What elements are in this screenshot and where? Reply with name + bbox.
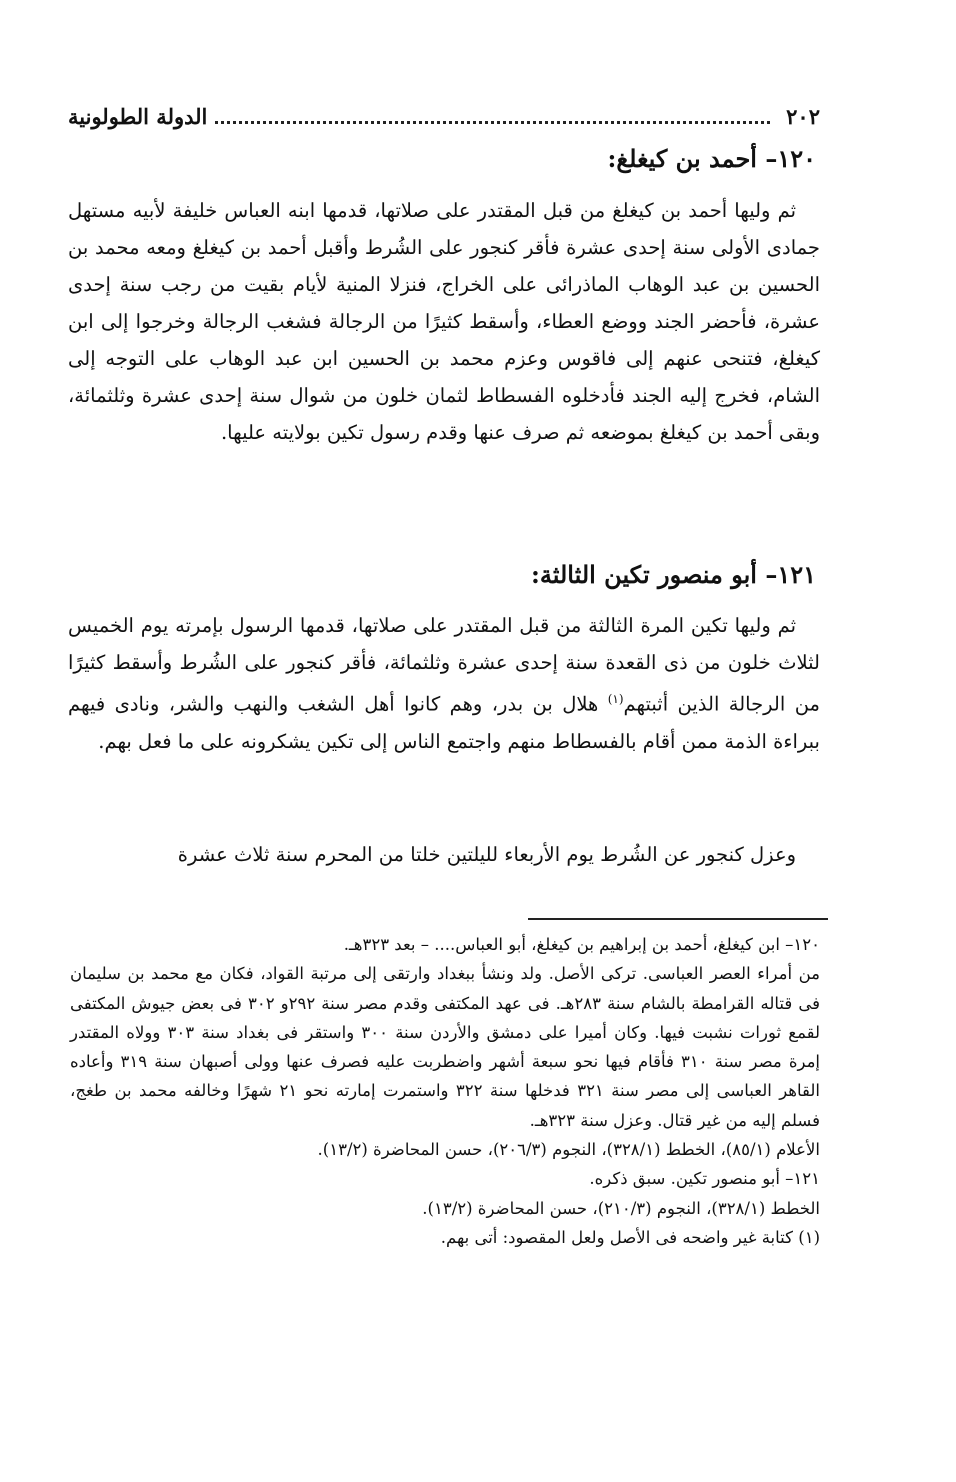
footnotes	[70, 930, 820, 1252]
section-121-paragraph-1	[68, 607, 820, 760]
paragraph-text-end: هلال بن بدر، وهم كانوا أهل الشغب والنهب والشر، ونادى فيهم ببراءة الذمة ممن أقام بالفسطاط منهم واجتمع الناس إلى تكين يشكرونه على ما فعل بهم.	[68, 692, 820, 753]
footnote-121-head: ١٢١– أبو منصور تكين. سبق ذكره.	[589, 1169, 820, 1189]
section-heading-121: ١٢١– أبو منصور تكين الثالثة:	[531, 560, 816, 589]
footnote-marker: (١)	[607, 692, 624, 706]
leader-dots	[215, 120, 770, 124]
running-header	[68, 104, 820, 130]
footnote-120-sources: الأعلام (٨٥/١)، الخطط (٣٢٨/١)، النجوم (٢٠٦/٣)، حسن المحاضرة (١٣/٢).	[317, 1140, 820, 1160]
section-heading-120: ١٢٠– أحمد بن كيغلغ:	[607, 144, 816, 173]
note-1: (١) كتابة غير واضحه فى الأصل ولعل المقصود: أتى بهم.	[440, 1227, 820, 1247]
section-120-paragraph: ثم وليها أحمد بن كيغلغ من قبل المقتدر على صلاتها، قدمها ابنه العباس خليفة لأبيه مستهل جمادى الأولى سنة إحدى عشرة فأقر كنجور على الشُرط وأقبل أحمد بن كيغلغ ومعه محمد بن الحسين بن عبد الوهاب الماذرائى على الخراج، فنزلا المنية لأيام بقيت من رجب سنة إحدى عشرة، فأحضر الجند ووضع العطاء، وأسقط كثيرًا من الرجالة فشغب الرجالة وخرجوا إلى ابن كيغلغ، فتنحى عنهم إلى فاقوس وعزم محمد بن الحسين ابن عبد الوهاب على التوجه إلى الشام، فخرج إليه الجند فأدخلوه الفسطاط لثمان خلون من شوال سنة إحدى عشرة وثلثمائة، وبقى أحمد بن كيغلغ بموضعه ثم صرف عنها وقدم رسول تكين بولايته عليها.	[68, 199, 820, 444]
paragraph-text-start: ثم وليها تكين المرة الثالثة من قبل المقتدر على صلاتها، قدمها الرسول بإمرته يوم الخميس لثلاث خلون من ذى القعدة سنة إحدى عشرة وثلثمائة، فأقر كنجور على الشُرط وأسقط كثيرًا من الرجالة الذين أثبتهم	[68, 614, 820, 716]
footnote-120-head: ١٢٠– ابن كيغلغ، أحمد بن إبراهيم بن كيغلغ، أبو العباس.... – بعد ٣٢٣هـ.	[343, 935, 820, 954]
footnote-121-sources: الخطط (٣٢٨/١)، النجوم (٢١٠/٣)، حسن المحاضرة (١٣/٢).	[422, 1198, 820, 1218]
footnote-divider	[528, 918, 828, 920]
page-number: ٢٠٢	[786, 104, 820, 129]
footnote-120-body: من أمراء العصر العباسى. تركى الأصل. ولد ونشأ ببغداد وارتقى إلى مرتبة القواد، فكان مع محمد بن سليمان فى قتاله القرامطة بالشام سنة ٢٨٣هـ. فى عهد المكتفى وقدم مصر سنة ٢٩٢و ٣٠٢ فى بعض جيوش المكتفى لقمع ثورات نشبت فيها. وكان أميرا على دمشق والأردن سنة ٣٠٠ واستقر فى بغداد سنة ٣٠٣ وولاه المقتدر إمرة مصر سنة ٣١٠ فأقام فيها نحو سبعة أشهر واضطربت عليه فصرف عنها وولى أصبهان سنة ٣١٩ وأعاده القاهر العباسى إلى مصر سنة ٣٢١ فدخلها سنة ٣٢٢ واستمرت إمارته نحو ٢١ شهرًا وخالفه محمد بن طغج، فسلم إليه من غير قتال. وعزل سنة ٣٢٣هـ.	[70, 964, 821, 1130]
running-title: الدولة الطولونية	[68, 104, 208, 129]
section-121-paragraph-2: وعزل كنجور عن الشُرط يوم الأربعاء لليلتين خلتا من المحرم سنة ثلاث عشرة	[177, 843, 796, 866]
